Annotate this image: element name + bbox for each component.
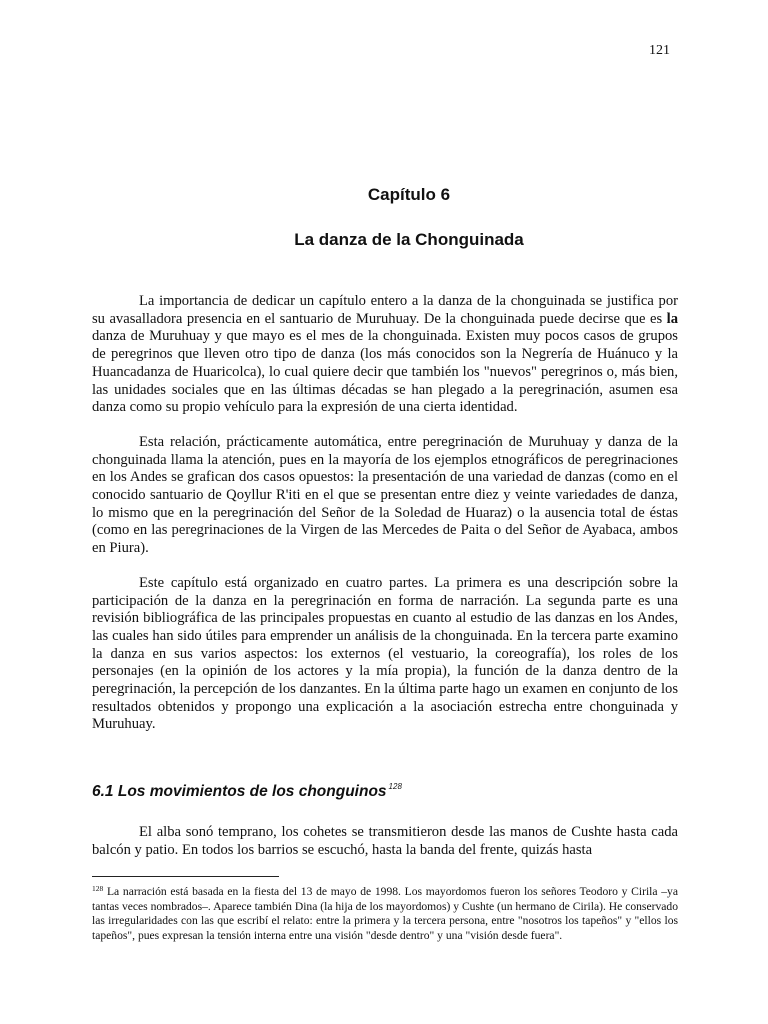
section-heading bbox=[92, 777, 402, 802]
section-heading-text: 6.1 Los movimientos de los chonguinos bbox=[92, 783, 387, 800]
chapter-title: La danza de la Chonguinada bbox=[294, 230, 524, 249]
paragraph-3: Este capítulo está organizado en cuatro partes. La primera es una descripción sobre la participación de la danza en la peregrinación en forma de narración. La segunda parte es una revisión bibliográfica de las principales propuestas en cuanto al estudio de las danzas en los Andes, las cuales han sido útiles para emprender un análisis de la chonguinada. En la tercera parte examino la danza en sus varios aspectos: los externos (el vestuario, la coreografía), los roles de los personajes (en la opinión de los actores y la mía propia), la función de la danza dentro de la peregrinación, la percepción de los danzantes. En la última parte hago un examen en conjunto de los resultados obtenidos y propongo una explicación a la asociación estrecha entre chonguinada y Muruhuay. bbox=[92, 574, 678, 733]
footnote-reference: 128 bbox=[388, 782, 402, 791]
chapter-label: Capítulo 6 bbox=[367, 185, 451, 204]
footnote-marker: 128 bbox=[92, 884, 104, 893]
page-number: 121 bbox=[649, 43, 670, 58]
paragraph-1-emphasis: la bbox=[666, 310, 678, 327]
narrative-section bbox=[92, 824, 678, 876]
paragraph-1 bbox=[92, 293, 678, 417]
footnote-text: La narración está basada en la fiesta del 13 de mayo de 1998. Los mayordomos fueron los señores Teodoro y Cirila –ya tantas veces nombrados–. Aparece también Dina (la hija de los mayordomos) y Cushte (un hermano de Cirila). He conservado las irregularidades con las que escribí el relato: entre la primera y la tercera persona, entre "nosotros los tapeños" y "ellos los tapeños", pues expresan la tensión interna entre una visión "desde dentro" y una "visión desde fuera". bbox=[92, 885, 678, 942]
narrative-paragraph: El alba sonó temprano, los cohetes se transmitieron desde las manos de Cushte hasta cada balcón y patio. En todos los barrios se escuchó, hasta la banda del frente, quizás hasta bbox=[92, 824, 678, 858]
paragraph-1-after: danza de Muruhuay y que mayo es el mes de la chonguinada. Existen muy pocos casos de grupos de peregrinos que lleven otro tipo de danza (los más conocidos son la Negrería de Huánuco y la Huancadanza de Huaricolca), lo cual quiere decir que también los "nuevos" peregrinos o, más bien, las unidades sociales que en las últimas décadas se han plegado a la peregrinación, asumen esa danza como su propio vehículo para la expresión de una cierta identidad. bbox=[92, 328, 678, 416]
footnote-divider bbox=[92, 876, 279, 877]
paragraph-2: Esta relación, prácticamente automática, entre peregrinación de Muruhuay y danza de la chonguinada llama la atención, pues en la mayoría de los ejemplos etnográficos de peregrinaciones en los Andes se grafican dos casos opuestos: la presentación de una variedad de danzas (como en el conocido santuario de Qoyllur R'iti en el que se presentan entre diez y veinte variedades de danza, lo mismo que en la peregrinación del Señor de la Soledad de Huaraz) o la ausencia total de éstas (como en las peregrinaciones de la Virgen de las Mercedes de Paita o del Señor de Ayabaca, ambos en Piura). bbox=[92, 433, 678, 557]
footnote bbox=[92, 882, 678, 943]
paragraph-1-before: La importancia de dedicar un capítulo entero a la danza de la chonguinada se justifica por su avasalladora presencia en el santuario de Muruhuay. De la chonguinada puede decirse que es bbox=[92, 293, 678, 327]
intro-section bbox=[92, 293, 678, 751]
